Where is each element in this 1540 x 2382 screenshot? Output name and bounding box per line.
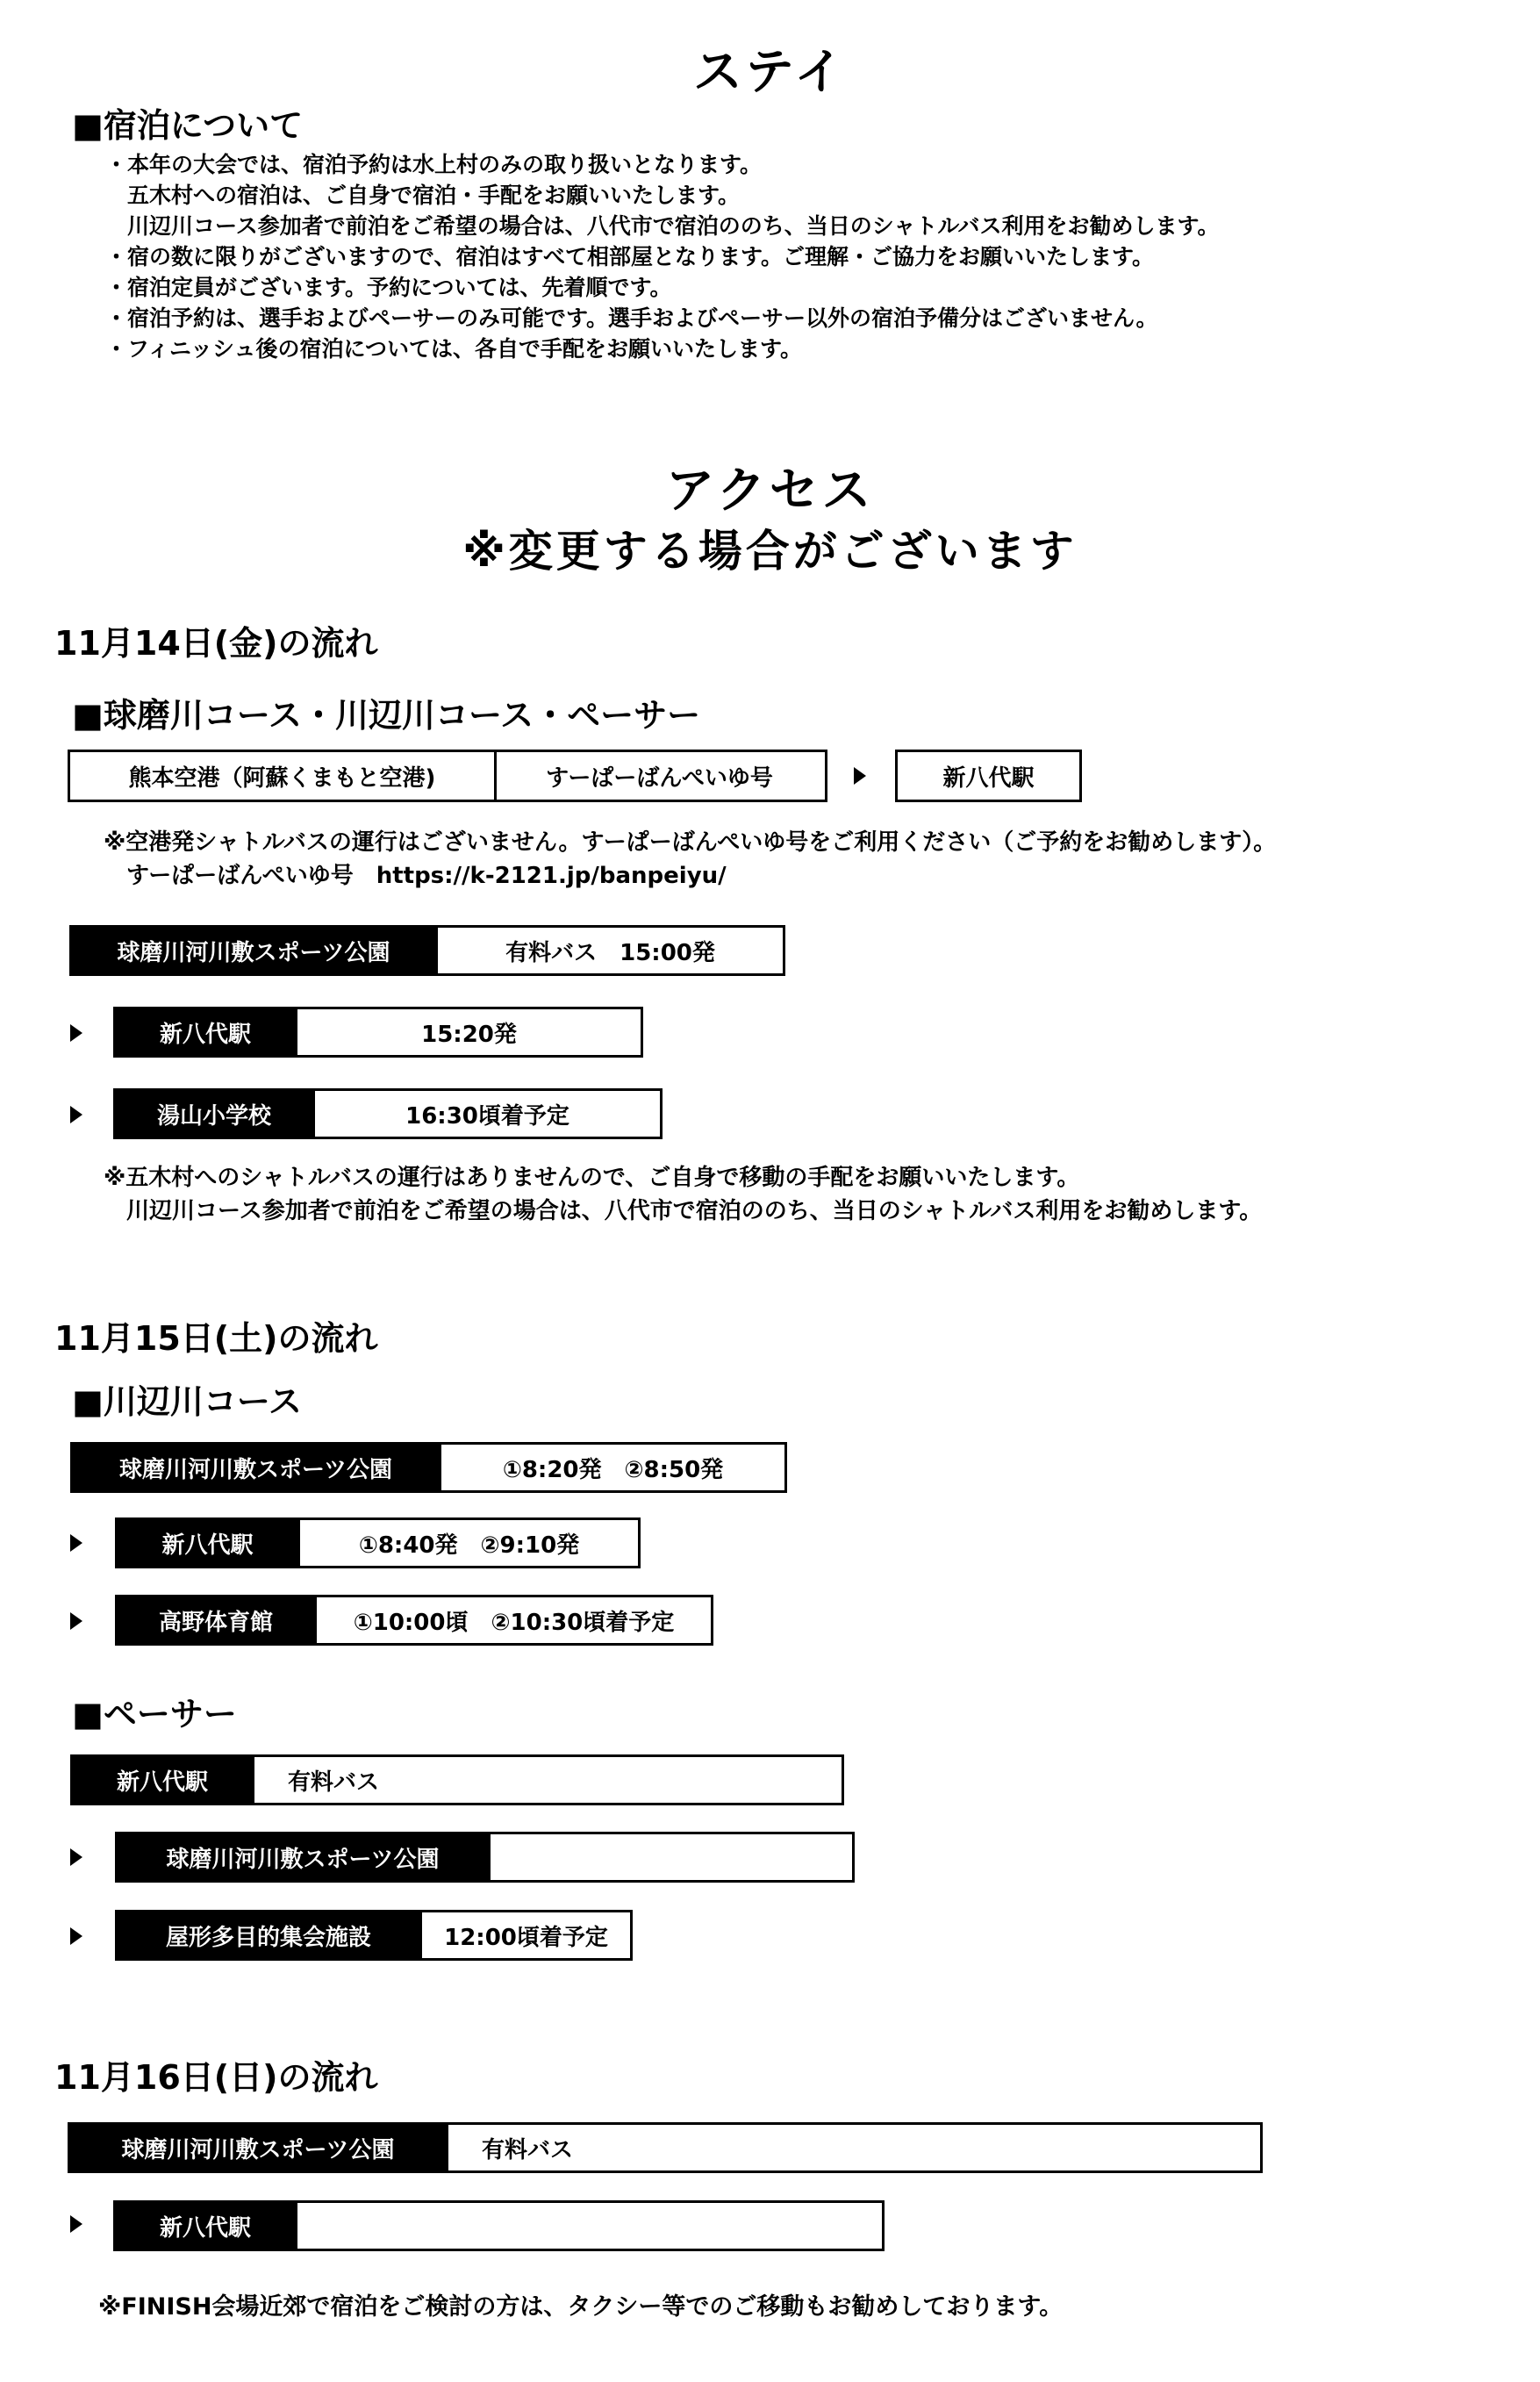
transfer-station: 新八代駅 (895, 750, 1082, 802)
schedule-info (297, 2200, 885, 2251)
arrow-icon (70, 1106, 82, 1123)
place-label: 新八代駅 (70, 1754, 254, 1805)
day2-course-row-2 (115, 1517, 641, 1568)
place-label: 球磨川河川敷スポーツ公園 (68, 2122, 448, 2173)
stay-line: ・宿泊定員がございます。予約については、先着順です。 (105, 275, 672, 300)
schedule-info: 15:20発 (297, 1007, 643, 1058)
day2-course-heading: ■川辺川コース (72, 1382, 303, 1421)
day3-note: ※FINISH会場近郊で宿泊をご検討の方は、タクシー等でのご移動もお勧めしております。 (98, 2293, 1064, 2321)
day1-row-2 (113, 1007, 643, 1058)
day2-pacer-heading: ■ペーサー (72, 1695, 237, 1733)
day1-note2 (104, 1161, 1262, 1228)
day3-row-2 (113, 2200, 885, 2251)
day1-row-1 (69, 925, 785, 976)
schedule-info: 16:30頃着予定 (315, 1088, 663, 1139)
day2-pacer-row-3 (115, 1910, 633, 1961)
stay-line: ・宿の数に限りがございますので、宿泊はすべて相部屋となります。ご理解・ご協力をお願いいたします。 (105, 244, 1155, 269)
note-line: 川辺川コース参加者で前泊をご希望の場合は、八代市で宿泊ののち、当日のシャトルバス利用をお勧めします。 (104, 1198, 1263, 1224)
day2-heading: 11月15日(土)の流れ (54, 1319, 378, 1358)
transfer-bus: すーぱーばんぺいゆ号 (494, 750, 827, 802)
place-label: 球磨川河川敷スポーツ公園 (70, 1442, 441, 1493)
place-label: 湯山小学校 (113, 1088, 315, 1139)
note-line: すーぱーばんぺいゆ号 https://k-2121.jp/banpeiyu/ (104, 863, 727, 889)
note-line: ※五木村へのシャトルバスの運行はありませんので、ご自身で移動の手配をお願いいたします。 (104, 1165, 1080, 1191)
day1-heading: 11月14日(金)の流れ (54, 624, 378, 663)
stay-lines (105, 149, 1220, 364)
schedule-info: ①8:20発 ②8:50発 (441, 1442, 787, 1493)
day2-pacer-row-1 (70, 1754, 844, 1805)
day1-subheading: ■球磨川コース・川辺川コース・ペーサー (72, 696, 701, 735)
arrow-icon (854, 767, 866, 785)
schedule-info: ①8:40発 ②9:10発 (300, 1517, 641, 1568)
schedule-info: 12:00頃着予定 (422, 1910, 633, 1961)
arrow-icon (70, 1848, 82, 1866)
note-line: ※空港発シャトルバスの運行はございません。すーぱーばんぺいゆ号をご利用ください（ご予約をお勧めします）。 (104, 829, 1277, 856)
stay-heading: ■宿泊について (72, 106, 304, 145)
day3-row-1 (68, 2122, 1263, 2173)
day1-row-3 (113, 1088, 663, 1139)
place-label: 高野体育館 (115, 1595, 317, 1646)
access-title: アクセス (665, 463, 875, 520)
arrow-icon (70, 2215, 82, 2233)
stay-line: ・本年の大会では、宿泊予約は水上村のみの取り扱いとなります。 (105, 152, 763, 177)
stay-line: 五木村への宿泊は、ご自身で宿泊・手配をお願いいたします。 (105, 183, 741, 208)
schedule-info: ①10:00頃 ②10:30頃着予定 (317, 1595, 713, 1646)
place-label: 新八代駅 (115, 1517, 300, 1568)
place-label: 球磨川河川敷スポーツ公園 (69, 925, 438, 976)
day2-pacer-row-2 (115, 1832, 855, 1883)
schedule-info (491, 1832, 855, 1883)
arrow-icon (70, 1024, 82, 1042)
place-label: 屋形多目的集会施設 (115, 1910, 422, 1961)
place-label: 新八代駅 (113, 2200, 297, 2251)
place-label: 新八代駅 (113, 1007, 297, 1058)
arrow-icon (70, 1927, 82, 1945)
stay-line: ・フィニッシュ後の宿泊については、各自で手配をお願いいたします。 (105, 336, 803, 362)
place-label: 球磨川河川敷スポーツ公園 (115, 1832, 491, 1883)
arrow-icon (70, 1612, 82, 1630)
stay-title: ステイ (693, 44, 847, 101)
access-subtitle: ※変更する場合がございます (462, 526, 1078, 577)
stay-line: 川辺川コース参加者で前泊をご希望の場合は、八代市で宿泊ののち、当日のシャトルバス利用をお勧めします。 (105, 213, 1220, 239)
stay-line: ・宿泊予約は、選手およびペーサーのみ可能です。選手およびペーサー以外の宿泊予備分はございません。 (105, 305, 1158, 331)
day1-note1 (104, 826, 1276, 893)
schedule-info: 有料バス 15:00発 (438, 925, 785, 976)
transfer-airport: 熊本空港（阿蘇くまもと空港) (68, 750, 497, 802)
day3-heading: 11月16日(日)の流れ (54, 2058, 378, 2097)
arrow-icon (70, 1534, 82, 1552)
schedule-info: 有料バス (448, 2122, 1263, 2173)
schedule-info: 有料バス (254, 1754, 844, 1805)
day2-course-row-1 (70, 1442, 787, 1493)
day2-course-row-3 (115, 1595, 713, 1646)
